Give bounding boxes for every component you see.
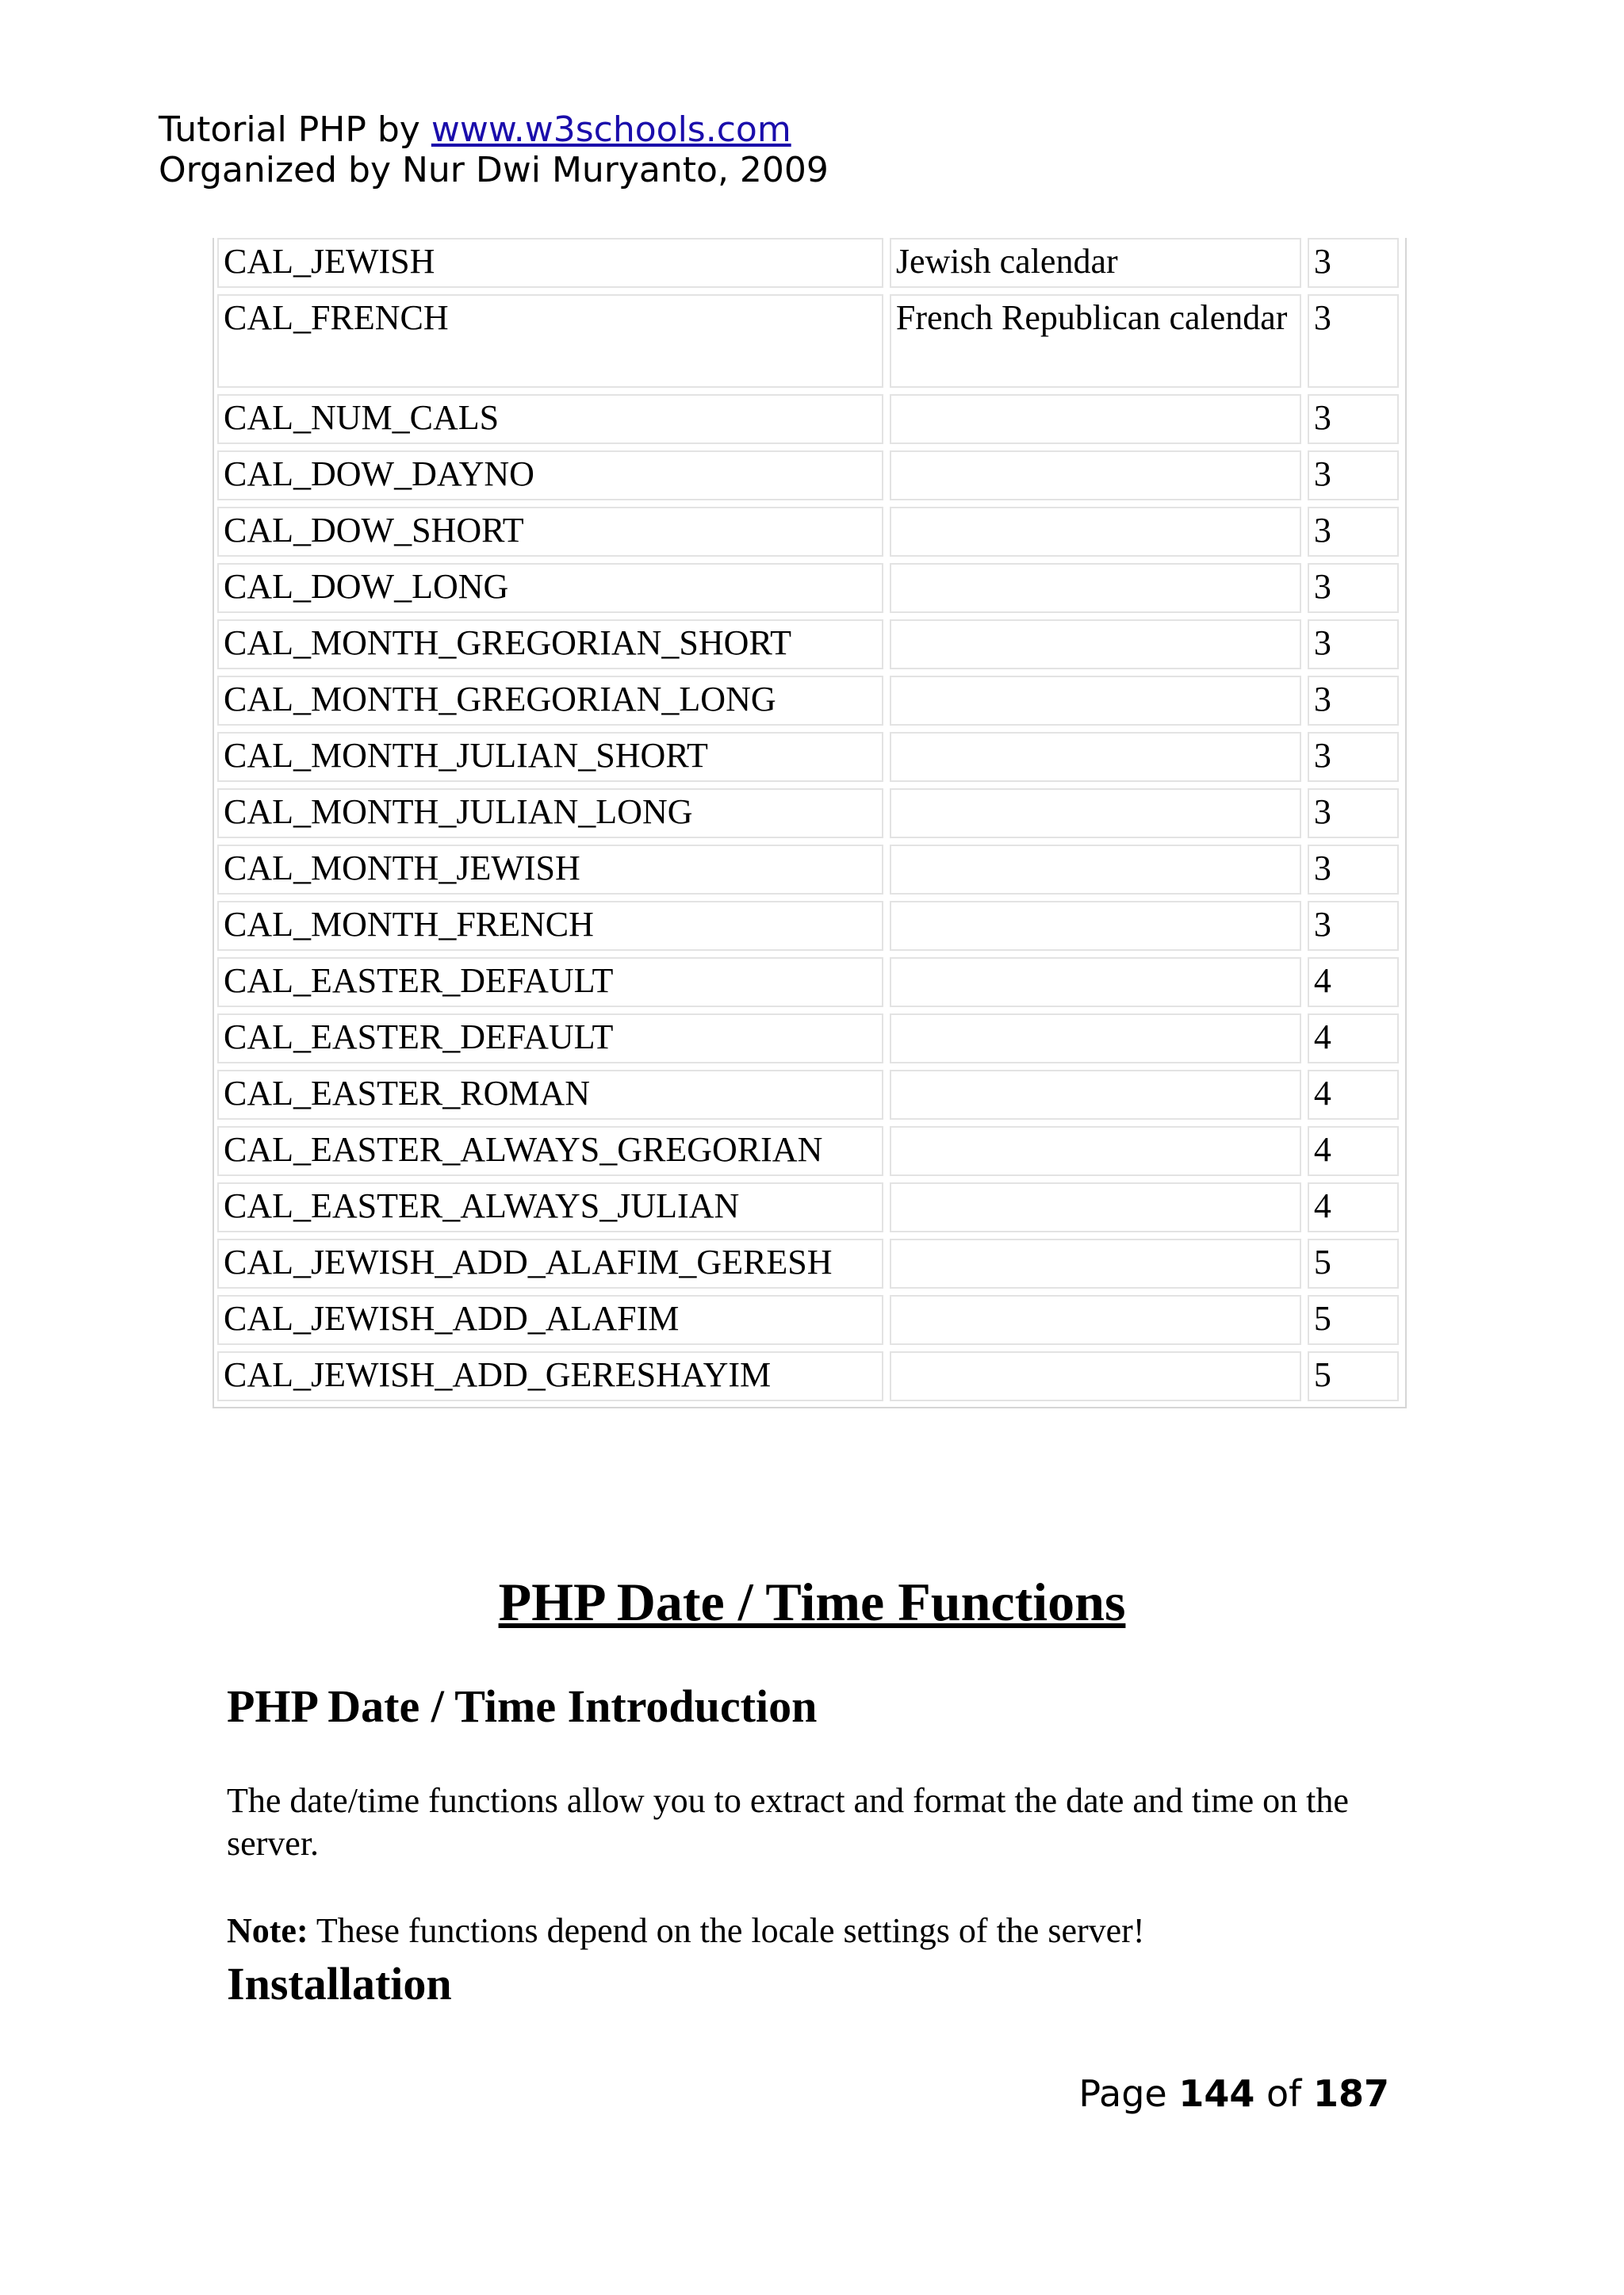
description-cell — [890, 450, 1301, 500]
installation-heading: Installation — [227, 1958, 452, 2010]
constant-name-cell: CAL_MONTH_FRENCH — [217, 901, 883, 951]
total-pages: 187 — [1312, 2072, 1389, 2115]
table-row — [217, 1239, 1399, 1289]
constant-name-cell: CAL_DOW_DAYNO — [217, 450, 883, 500]
description-cell — [890, 1239, 1301, 1289]
table-row — [217, 450, 1399, 500]
constant-name-cell: CAL_JEWISH — [217, 238, 883, 288]
description-cell: Jewish calendar — [890, 238, 1301, 288]
version-cell: 4 — [1308, 957, 1399, 1007]
version-cell: 3 — [1308, 294, 1399, 388]
table-row — [217, 788, 1399, 838]
constant-name-cell: CAL_JEWISH_ADD_GERESHAYIM — [217, 1351, 883, 1401]
table-row — [217, 732, 1399, 782]
version-cell: 3 — [1308, 732, 1399, 782]
page-header — [159, 109, 829, 190]
table-row — [217, 294, 1399, 388]
version-cell: 5 — [1308, 1351, 1399, 1401]
table-row — [217, 957, 1399, 1007]
constant-name-cell: CAL_EASTER_ALWAYS_JULIAN — [217, 1182, 883, 1232]
description-cell — [890, 901, 1301, 951]
constants-table — [211, 232, 1405, 1408]
table-row — [217, 507, 1399, 557]
description-cell — [890, 1182, 1301, 1232]
table-row — [217, 394, 1399, 444]
constant-name-cell: CAL_EASTER_ALWAYS_GREGORIAN — [217, 1126, 883, 1176]
note-label: Note: — [227, 1911, 308, 1950]
constant-name-cell: CAL_NUM_CALS — [217, 394, 883, 444]
constants-table-container — [213, 238, 1407, 1408]
subsection-title: PHP Date / Time Introduction — [227, 1680, 818, 1732]
constant-name-cell: CAL_MONTH_JULIAN_SHORT — [217, 732, 883, 782]
section-title — [0, 1570, 1624, 1634]
header-line-1 — [159, 109, 829, 150]
table-row — [217, 901, 1399, 951]
version-cell: 3 — [1308, 788, 1399, 838]
version-cell: 3 — [1308, 901, 1399, 951]
constant-name-cell: CAL_EASTER_DEFAULT — [217, 1013, 883, 1063]
page-word: Page — [1078, 2072, 1179, 2115]
description-cell — [890, 1070, 1301, 1120]
version-cell: 3 — [1308, 450, 1399, 500]
version-cell: 4 — [1308, 1013, 1399, 1063]
version-cell: 3 — [1308, 563, 1399, 613]
description-cell — [890, 845, 1301, 895]
version-cell: 3 — [1308, 619, 1399, 669]
constant-name-cell: CAL_JEWISH_ADD_ALAFIM_GERESH — [217, 1239, 883, 1289]
intro-paragraph: The date/time functions allow you to extract and format the date and time on the server. — [227, 1781, 1349, 1863]
table-row — [217, 1295, 1399, 1345]
description-cell — [890, 732, 1301, 782]
current-page: 144 — [1178, 2072, 1255, 2115]
constant-name-cell: CAL_DOW_SHORT — [217, 507, 883, 557]
version-cell: 3 — [1308, 394, 1399, 444]
constants-table-body — [217, 238, 1399, 1401]
description-cell — [890, 957, 1301, 1007]
note-paragraph — [227, 1910, 1400, 1952]
constant-name-cell: CAL_EASTER_DEFAULT — [217, 957, 883, 1007]
version-cell: 3 — [1308, 676, 1399, 726]
version-cell: 5 — [1308, 1295, 1399, 1345]
constant-name-cell: CAL_MONTH_GREGORIAN_SHORT — [217, 619, 883, 669]
constant-name-cell: CAL_JEWISH_ADD_ALAFIM — [217, 1295, 883, 1345]
constant-name-cell: CAL_EASTER_ROMAN — [217, 1070, 883, 1120]
version-cell: 5 — [1308, 1239, 1399, 1289]
table-row — [217, 845, 1399, 895]
version-cell: 3 — [1308, 238, 1399, 288]
section-title-text: PHP Date / Time Functions — [498, 1572, 1126, 1632]
table-row — [217, 1126, 1399, 1176]
header-line-2: Organized by Nur Dwi Muryanto, 2009 — [159, 150, 829, 190]
constant-name-cell: CAL_FRENCH — [217, 294, 883, 388]
description-cell — [890, 1013, 1301, 1063]
constant-name-cell: CAL_MONTH_GREGORIAN_LONG — [217, 676, 883, 726]
description-cell — [890, 507, 1301, 557]
version-cell: 3 — [1308, 507, 1399, 557]
table-row — [217, 1182, 1399, 1232]
version-cell: 3 — [1308, 845, 1399, 895]
table-row — [217, 1351, 1399, 1401]
table-row — [217, 1070, 1399, 1120]
version-cell: 4 — [1308, 1182, 1399, 1232]
page-number — [1078, 2071, 1389, 2116]
constant-name-cell: CAL_MONTH_JULIAN_LONG — [217, 788, 883, 838]
description-cell — [890, 1295, 1301, 1345]
description-cell — [890, 1351, 1301, 1401]
w3schools-link[interactable]: www.w3schools.com — [431, 109, 791, 150]
description-cell: French Republican calendar — [890, 294, 1301, 388]
version-cell: 4 — [1308, 1070, 1399, 1120]
of-word: of — [1254, 2072, 1313, 2115]
table-row — [217, 619, 1399, 669]
description-cell — [890, 788, 1301, 838]
description-cell — [890, 394, 1301, 444]
description-cell — [890, 1126, 1301, 1176]
constant-name-cell: CAL_MONTH_JEWISH — [217, 845, 883, 895]
table-row — [217, 238, 1399, 288]
table-row — [217, 676, 1399, 726]
table-row — [217, 1013, 1399, 1063]
header-prefix: Tutorial PHP by — [159, 109, 431, 150]
note-text: These functions depend on the locale settings of the server! — [308, 1911, 1145, 1950]
description-cell — [890, 676, 1301, 726]
constant-name-cell: CAL_DOW_LONG — [217, 563, 883, 613]
description-cell — [890, 563, 1301, 613]
description-cell — [890, 619, 1301, 669]
table-row — [217, 563, 1399, 613]
version-cell: 4 — [1308, 1126, 1399, 1176]
